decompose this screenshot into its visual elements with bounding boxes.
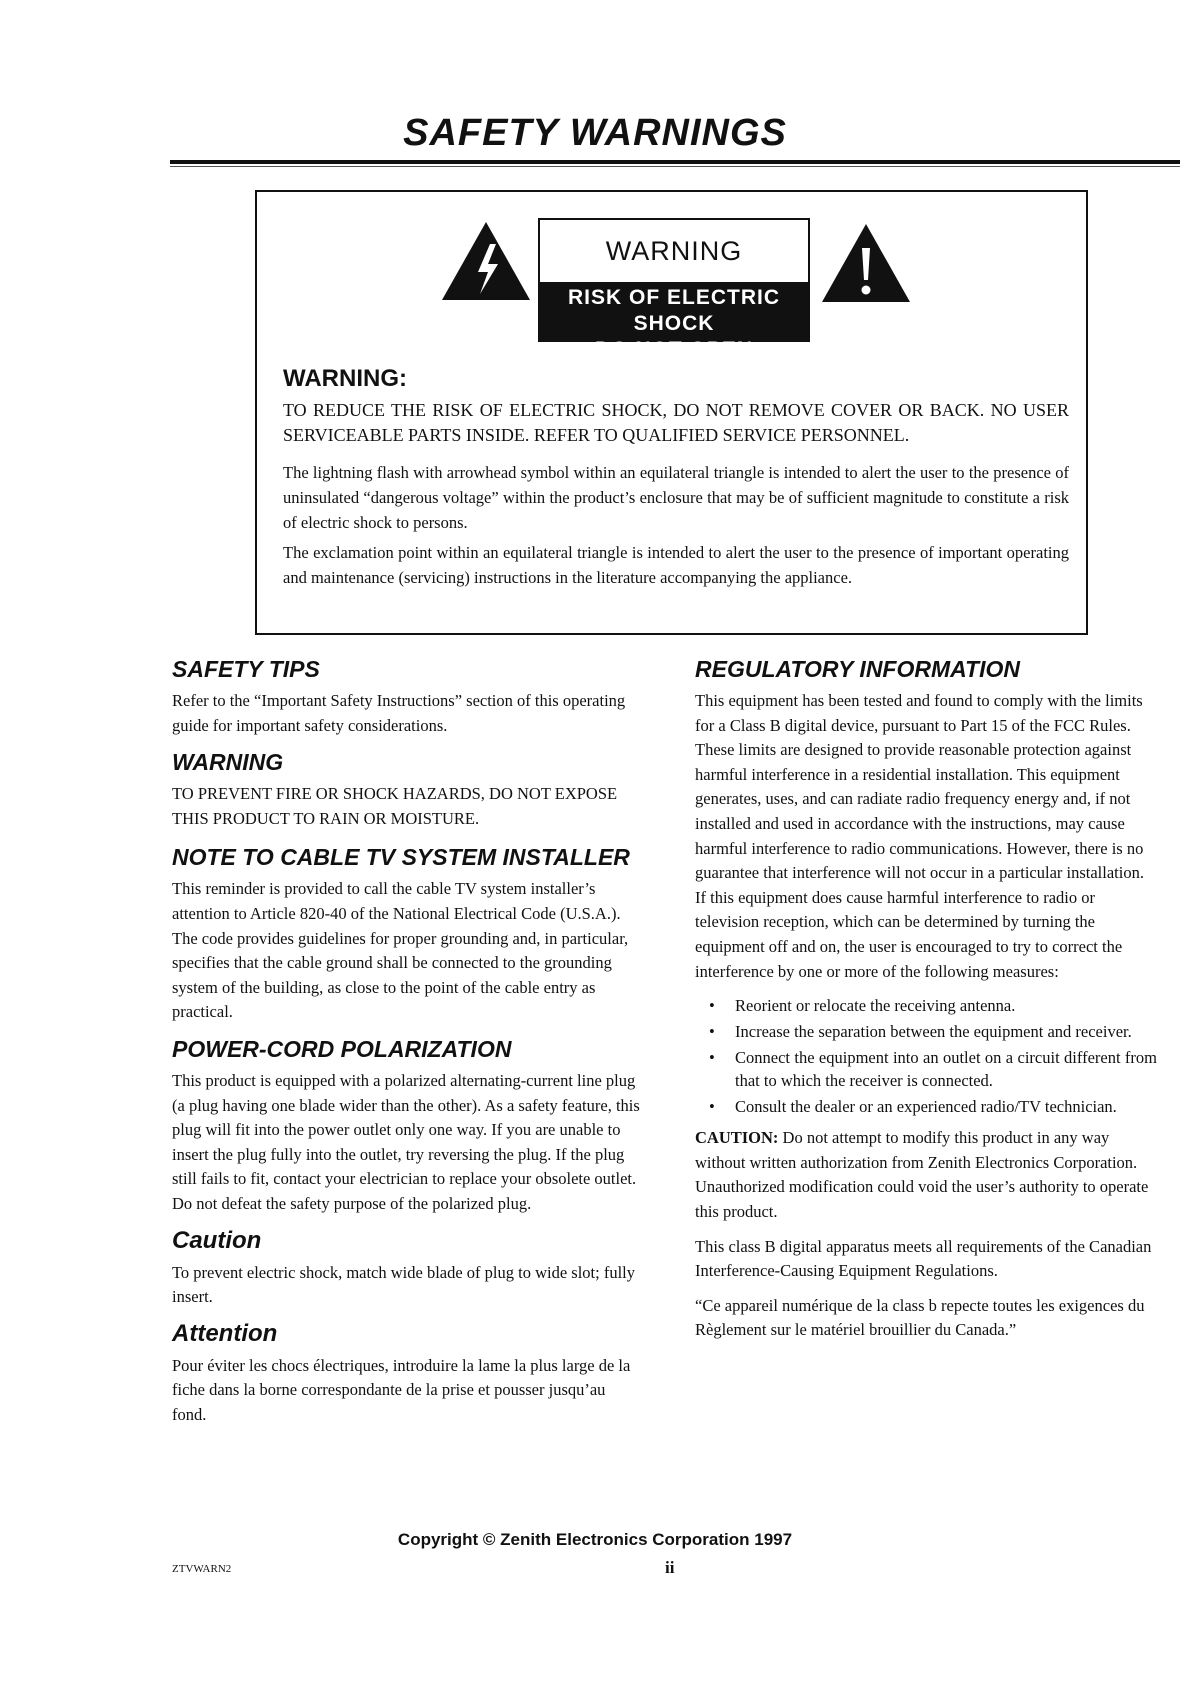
safety-tips-text: Refer to the “Important Safety Instructions” section of this operating guide for important safety considerations. — [172, 691, 626, 735]
cable-installer-heading: NOTE TO CABLE TV SYSTEM INSTALLER — [172, 844, 630, 871]
caution-heading: Caution — [172, 1226, 262, 1254]
safety-tips-heading: SAFETY TIPS — [172, 656, 320, 682]
list-item: • Consult the dealer or an experienced radio/TV technician. — [695, 1095, 1157, 1118]
exclamation-explanation: The exclamation point within an equilateral triangle is intended to alert the user to the presence of important operating and maintenance (servicing) instructions in the literature accompanying the appliance. — [283, 543, 1069, 587]
document-code: ZTVWARN2 — [172, 1563, 232, 1575]
polarization-text: This product is equipped with a polarized alternating-current line plug (a plug having one blade wider than the other). As a safety feature, this plug will fit into the power outlet only one way. If you are unable to insert the plug fully into the outlet, try reversing the plug. If the plug still fails to fit, contact your electrician to replace your obsolete outlet. Do not defeat the safety purpose of the polarized plug. — [172, 1070, 640, 1213]
right-column — [695, 655, 1157, 1353]
page-number: ii — [665, 1558, 675, 1577]
polarization-heading: POWER-CORD POLARIZATION — [172, 1035, 512, 1062]
warning-text: TO PREVENT FIRE OR SHOCK HAZARDS, DO NOT EXPOSE THIS PRODUCT TO RAIN OR MOISTURE. — [172, 784, 618, 828]
warning-label — [538, 218, 810, 361]
measures-list — [695, 994, 1157, 1118]
warning-label-top: WARNING — [605, 235, 743, 266]
regulatory-intro: This equipment has been tested and found to comply with the limits for a Class B digital device, pursuant to Part 15 of the FCC Rules. These limits are designed to provide reasonable protection against harmful interference in a residential installation. This equipment generates, uses, and can radiate radio frequency energy and, if not installed and used in accordance with the instructions, may cause harmful interference to radio communications. However, there is no guarantee that interference will not occur in a particular installation. If this equipment does cause harmful interference to radio or television reception, which can be determined by turning the equipment off and on, the user is encouraged to try to correct the interference by one or more of the following measures: — [695, 691, 1144, 981]
page-title: SAFETY WARNINGS — [403, 112, 787, 154]
canada-french: “Ce appareil numérique de la class b repecte toutes les exigences du Règlement sur le matériel brouillier du Canada.” — [695, 1295, 1145, 1340]
list-item: • Reorient or relocate the receiving antenna. — [695, 994, 1157, 1017]
cable-installer-text: This reminder is provided to call the cable TV system installer’s attention to Article 820-40 of the National Electrical Code (U.S.A.). The code provides guidelines for proper grounding and, in particular, specifies that the cable ground shall be connected to the grounding system of the building, as close to the point of the cable entry as practical. — [172, 879, 629, 1022]
regulatory-heading: REGULATORY INFORMATION — [695, 656, 1020, 682]
copyright: Copyright © Zenith Electronics Corporation 1997 — [397, 1530, 793, 1549]
warning-heading: WARNING — [172, 749, 284, 776]
fcc-caution-label: CAUTION: — [695, 1128, 779, 1148]
attention-heading: Attention — [172, 1319, 278, 1347]
list-item: • Increase the separation between the equipment and receiver. — [695, 1020, 1157, 1043]
box-caps-text: TO REDUCE THE RISK OF ELECTRIC SHOCK, DO NOT REMOVE COVER OR BACK. NO USER SERVICEABLE PARTS INSIDE. REFER TO QUALIFIED SERVICE PERSONNEL. — [283, 400, 1069, 445]
exclamation-triangle-icon — [820, 222, 912, 304]
list-item: • Connect the equipment into an outlet on a circuit different from that to which the receiver is connected. — [695, 1046, 1157, 1092]
fcc-caution — [695, 1126, 1157, 1224]
lightning-triangle-icon — [440, 220, 532, 302]
warning-label-line1: RISK OF ELECTRIC SHOCK — [567, 286, 780, 335]
title-rule-thin — [170, 166, 1180, 167]
title-rule — [170, 160, 1180, 164]
caution-text: To prevent electric shock, match wide blade of plug to wide slot; fully insert. — [172, 1262, 636, 1307]
warning-label-line2: DO NOT OPEN — [594, 338, 753, 361]
warning-label-bottom — [540, 282, 808, 361]
left-column — [172, 655, 642, 1437]
lightning-explanation: The lightning flash with arrowhead symbol within an equilateral triangle is intended to alert the user to the presence of uninsulated “dangerous voltage” within the product’s enclosure that may be of sufficient magnitude to constitute a risk of electric shock to persons. — [283, 463, 1069, 532]
attention-text: Pour éviter les chocs électriques, introduire la lame la plus large de la fiche dans la borne correspondante de la prise et pousser jusqu’au fond. — [172, 1355, 631, 1424]
fcc-caution-text: Do not attempt to modify this product in any way without written authorization from Zenith Electronics Corporation. Unauthorized modification could void the user’s authority to operate this product. — [695, 1128, 1149, 1221]
canada-english: This class B digital apparatus meets all requirements of the Canadian Interference-Causing Equipment Regulations. — [695, 1236, 1152, 1281]
box-heading: WARNING: — [283, 365, 407, 392]
